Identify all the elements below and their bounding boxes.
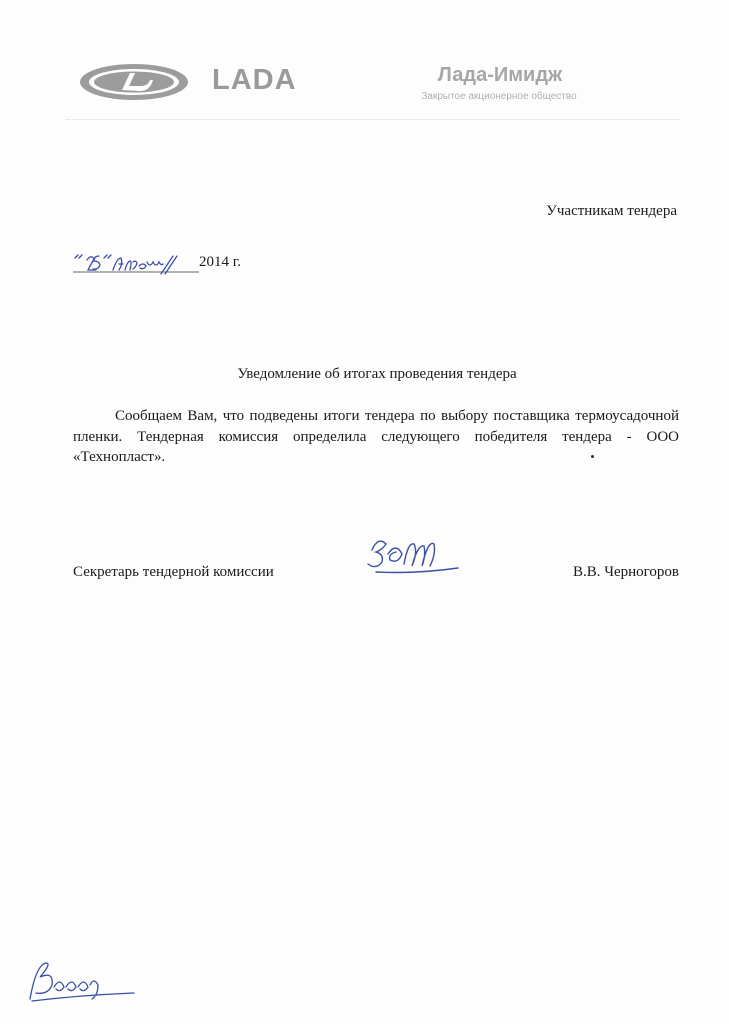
ink-speck <box>591 455 594 458</box>
signature <box>362 530 462 586</box>
letterhead-divider <box>66 119 679 120</box>
date-year: 2014 г. <box>199 254 241 270</box>
lada-emblem-icon <box>78 62 190 102</box>
document-title: Уведомление об итогах проведения тендера <box>237 366 517 382</box>
company-type: Закрытое акционерное общество <box>421 91 577 102</box>
date-line <box>73 250 273 278</box>
signatory-role: Секретарь тендерной комиссии <box>73 564 274 580</box>
company-name: Лада-Имидж <box>437 64 563 86</box>
signatory-name: В.В. Черногоров <box>572 564 679 580</box>
addressee: Участникам тендера <box>546 203 677 219</box>
body-paragraph: Сообщаем Вам, что подведены итоги тендера по выбору поставщика термоусадочной пленки. Тендерная комиссия определила следующего победителя тендера - ООО «Технопласт». <box>73 408 679 465</box>
handwritten-date <box>73 250 201 278</box>
initials-mark <box>24 955 136 1005</box>
brand-wordmark: LADA <box>212 64 297 96</box>
